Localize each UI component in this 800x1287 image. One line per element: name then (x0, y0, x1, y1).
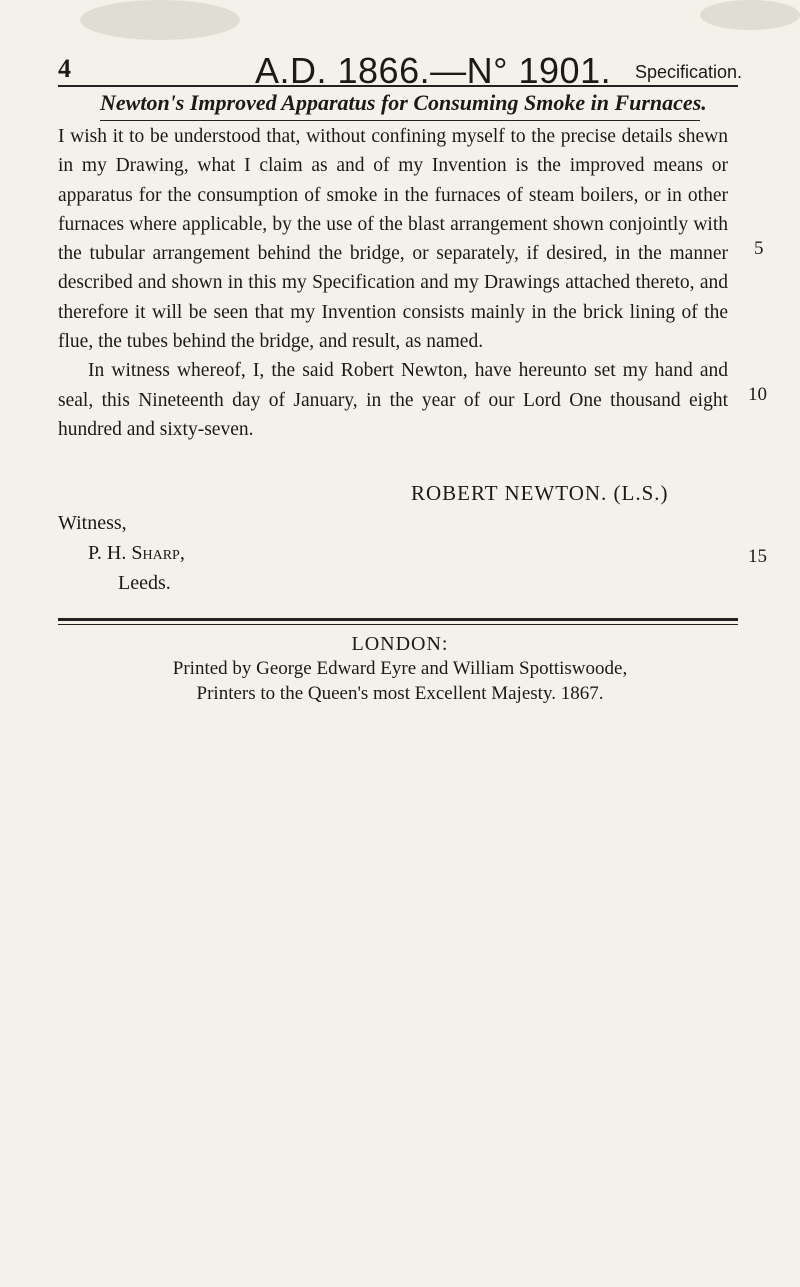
page-stain (80, 0, 240, 40)
witness-name: P. H. Sharp, (88, 542, 185, 564)
imprint-city: LONDON: (351, 633, 449, 655)
header-rule (58, 85, 738, 87)
line-number-15: 15 (748, 546, 767, 567)
signature: ROBERT NEWTON. (L.S.) (411, 481, 669, 505)
line-number-10: 10 (748, 384, 767, 405)
title-rule (100, 120, 700, 121)
section-label: Specification. (634, 62, 742, 82)
line-number-5: 5 (754, 238, 764, 259)
witness-place: Leeds. (118, 572, 171, 594)
patent-number-heading: A.D. 1866.—N° 1901. (255, 50, 612, 91)
specification-body (58, 122, 728, 444)
footer-rule-thin (58, 624, 738, 625)
imprint-printers-title: Printers to the Queen's most Excellent Majesty. 1867. (196, 683, 604, 704)
page-number: 4 (58, 54, 71, 83)
imprint-printers: Printed by George Edward Eyre and William Spottiswoode, (172, 658, 628, 679)
witness-paragraph: In witness whereof, I, the said Robert Newton, have hereunto set my hand and seal, this Nineteenth day of January, in the year of our Lord One thousand eight hundred and sixty-seven. (58, 360, 728, 440)
page-stain (700, 0, 800, 30)
witness-label: Witness, (58, 512, 127, 534)
footer-rule (58, 618, 738, 621)
claim-paragraph: I wish it to be understood that, without confining myself to the precise details shewn in my Drawing, what I claim as and of my Invention is the improved means or apparatus for the consumption of smoke in the furnaces of steam boilers, or in other furnaces where applicable, by the use of the blast arrangement shown conjointly with the tubular arrangement behind the bridge, or separately, if desired, in the manner described and shown in this my Specification and my Drawings attached thereto, and therefore it will be seen that my Invention consists mainly in the brick lining of the flue, the tubes behind the bridge, and result, as named. (58, 126, 728, 353)
document-title: Newton's Improved Apparatus for Consuming Smoke in Furnaces. (100, 90, 707, 115)
